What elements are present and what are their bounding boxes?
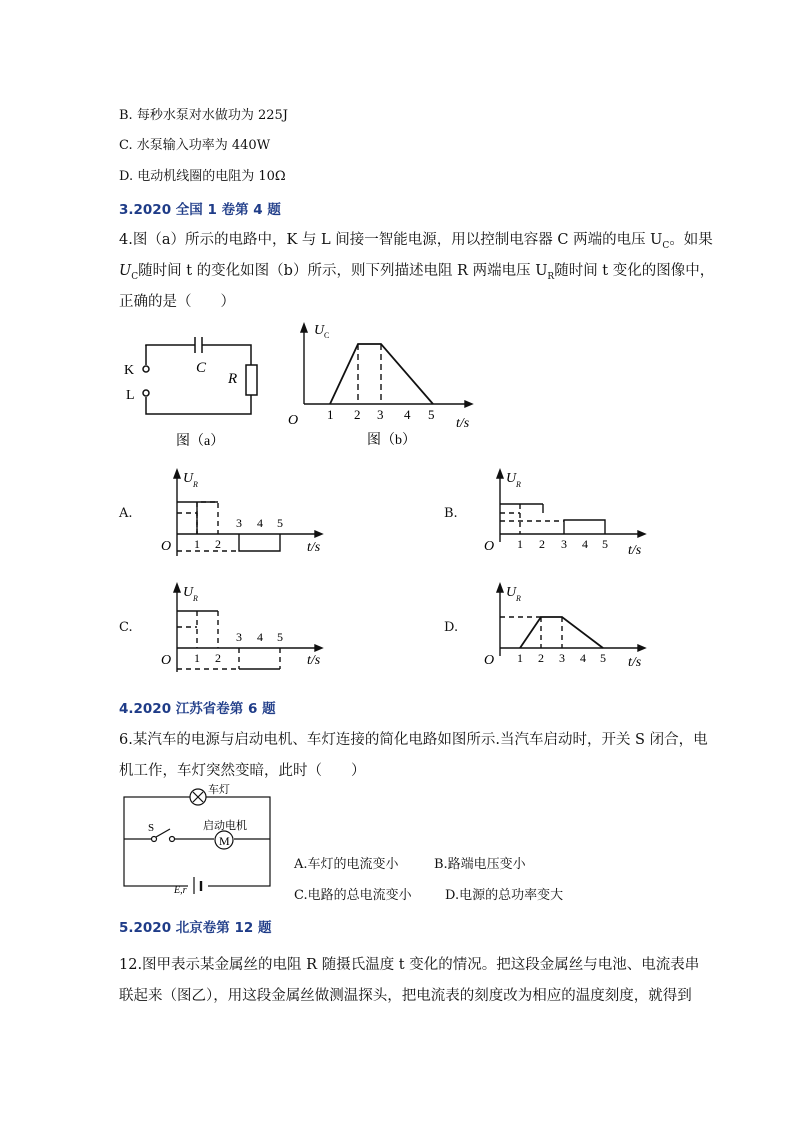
x-label: t/s xyxy=(456,416,470,431)
question-text-line: 联起来（图乙），用这段金属丝做测温探头，把电流表的刻度改为相应的温度刻度，就得到 xyxy=(119,988,692,1004)
figure-b-caption: 图（b） xyxy=(367,433,416,448)
option-d-graph xyxy=(478,580,658,680)
q3-l2-pre: U xyxy=(119,263,132,279)
tick-label: 5 xyxy=(602,537,608,551)
y-label: U xyxy=(314,323,325,338)
question-text-line: 6.某汽车的电源与启动电机、车灯连接的简化电路如图所示.当汽车启动时，开关 S 闭合，电 xyxy=(119,732,708,748)
option-b-graph xyxy=(478,466,658,566)
q3-l2-sub: C xyxy=(131,271,139,282)
x-arrow xyxy=(638,645,645,651)
answer-b: B.路端电压变小 xyxy=(434,857,526,872)
tick-label: 5 xyxy=(600,651,606,665)
origin-label: O xyxy=(161,539,172,554)
y-arrow xyxy=(301,324,307,332)
tick-label: 5 xyxy=(277,516,283,530)
y-label: U xyxy=(506,471,517,486)
source-label: E,r xyxy=(174,885,187,896)
resistor xyxy=(246,365,257,395)
switch-blade xyxy=(156,829,170,837)
car-circuit-diagram xyxy=(118,783,278,896)
q3-sub: C xyxy=(662,240,670,251)
wire xyxy=(202,345,251,365)
wire xyxy=(146,345,195,346)
tick-label: 5 xyxy=(277,630,283,644)
lamp-label: 车灯 xyxy=(208,784,230,796)
ur-series-line xyxy=(239,534,280,551)
tick-label: 3 xyxy=(236,630,242,644)
tick-label: 4 xyxy=(582,537,588,551)
answer-d: D.电源的总功率变大 xyxy=(445,888,564,903)
origin-label: O xyxy=(161,653,172,668)
question-heading-4: 4.2020 江苏省卷第 6 题 xyxy=(119,701,276,717)
question-text-line: 机工作，车灯突然变暗，此时（ ） xyxy=(119,763,366,779)
option-b-prev: B. 每秒水泵对水做功为 225J xyxy=(119,108,288,123)
switch-label: S xyxy=(148,822,155,834)
figure-a-circuit xyxy=(110,320,280,450)
q3-l2-tail: 随时间 t 变化的图像中， xyxy=(554,263,715,279)
x-label: t/s xyxy=(307,540,321,555)
option-b-label: B. xyxy=(444,506,458,521)
question-text-line: 正确的是（ ） xyxy=(119,294,235,310)
tick-label: 4 xyxy=(580,651,586,665)
tick-label: 3 xyxy=(559,651,565,665)
q3-l2-sub2: R xyxy=(547,271,555,282)
y-label: U xyxy=(183,585,194,600)
tick-label: 3 xyxy=(561,537,567,551)
motor-label: 启动电机 xyxy=(203,820,247,832)
switch-contact xyxy=(170,837,175,842)
y-arrow xyxy=(497,470,503,478)
tick-label: 3 xyxy=(377,407,384,422)
y-label-sub: R xyxy=(193,594,198,603)
y-arrow xyxy=(174,584,180,592)
option-d-prev: D. 电动机线圈的电阻为 10Ω xyxy=(119,169,286,184)
option-c-label: C. xyxy=(119,620,133,635)
q3-line1: 4.图（a）所示的电路中，K 与 L 间接一智能电源，用以控制电容器 C 两端的电压 U xyxy=(119,232,663,248)
origin-label: O xyxy=(484,653,495,668)
y-label-sub: R xyxy=(516,594,521,603)
question-text-line xyxy=(119,228,713,251)
question-text-line: 12.图甲表示某金属丝的电阻 R 随摄氏温度 t 变化的情况。把这段金属丝与电池、电流表串 xyxy=(119,957,700,973)
figure-a-caption: 图（a） xyxy=(176,434,225,449)
x-arrow xyxy=(638,531,645,537)
label-r: R xyxy=(228,371,238,387)
x-label: t/s xyxy=(307,653,321,668)
question-text-line xyxy=(119,259,714,282)
y-arrow xyxy=(497,584,503,592)
tick-label: 2 xyxy=(539,537,545,551)
question-heading-3: 3.2020 全国 1 卷第 4 题 xyxy=(119,202,281,218)
terminal-l xyxy=(143,390,149,396)
tick-label: 2 xyxy=(354,407,361,422)
tick-label: 1 xyxy=(327,407,334,422)
dashed-guide xyxy=(197,502,218,534)
option-a-graph xyxy=(155,466,335,566)
ur-series-line xyxy=(564,520,605,534)
tick-label: 1 xyxy=(194,537,200,551)
x-label: t/s xyxy=(628,543,642,558)
y-label: U xyxy=(506,585,517,600)
option-a-label: A. xyxy=(119,506,133,521)
y-label-sub: C xyxy=(324,331,330,340)
tick-label: 1 xyxy=(194,651,200,665)
x-arrow xyxy=(315,531,322,537)
tick-label: 2 xyxy=(215,651,221,665)
y-label-sub: R xyxy=(516,480,521,489)
y-label: U xyxy=(183,471,194,486)
answer-c: C.电路的总电流变小 xyxy=(294,888,412,903)
option-c-graph xyxy=(155,580,335,680)
circuit-frame xyxy=(124,797,270,886)
y-arrow xyxy=(174,470,180,478)
option-c-prev: C. 水泵输入功率为 440W xyxy=(119,138,271,153)
option-d-label: D. xyxy=(444,620,459,635)
tick-label: 4 xyxy=(257,630,263,644)
label-l: L xyxy=(126,388,135,403)
q3-l2-mid: 随时间 t 的变化如图（b）所示，则下列描述电阻 R 两端电压 U xyxy=(138,263,548,279)
y-label-sub: R xyxy=(193,480,198,489)
motor-symbol: M xyxy=(219,834,230,848)
tick-label: 1 xyxy=(517,537,523,551)
figure-b-graph xyxy=(280,318,480,448)
q3-line1-tail: 。如果 xyxy=(669,232,713,248)
terminal-k xyxy=(143,366,149,372)
tick-label: 3 xyxy=(236,516,242,530)
tick-label: 2 xyxy=(538,651,544,665)
question-heading-5: 5.2020 北京卷第 12 题 xyxy=(119,920,272,936)
x-arrow xyxy=(465,401,472,407)
label-c: C xyxy=(196,360,207,376)
switch-contact xyxy=(152,837,157,842)
tick-label: 4 xyxy=(257,516,263,530)
label-k: K xyxy=(124,363,135,378)
tick-label: 4 xyxy=(404,407,411,422)
x-label: t/s xyxy=(628,655,642,670)
tick-label: 2 xyxy=(215,537,221,551)
tick-label: 1 xyxy=(517,651,523,665)
origin-label: O xyxy=(484,539,495,554)
origin-label: O xyxy=(288,413,299,428)
x-arrow xyxy=(315,645,322,651)
answer-a: A.车灯的电流变小 xyxy=(294,857,399,872)
tick-label: 5 xyxy=(428,407,435,422)
wire xyxy=(146,395,251,414)
